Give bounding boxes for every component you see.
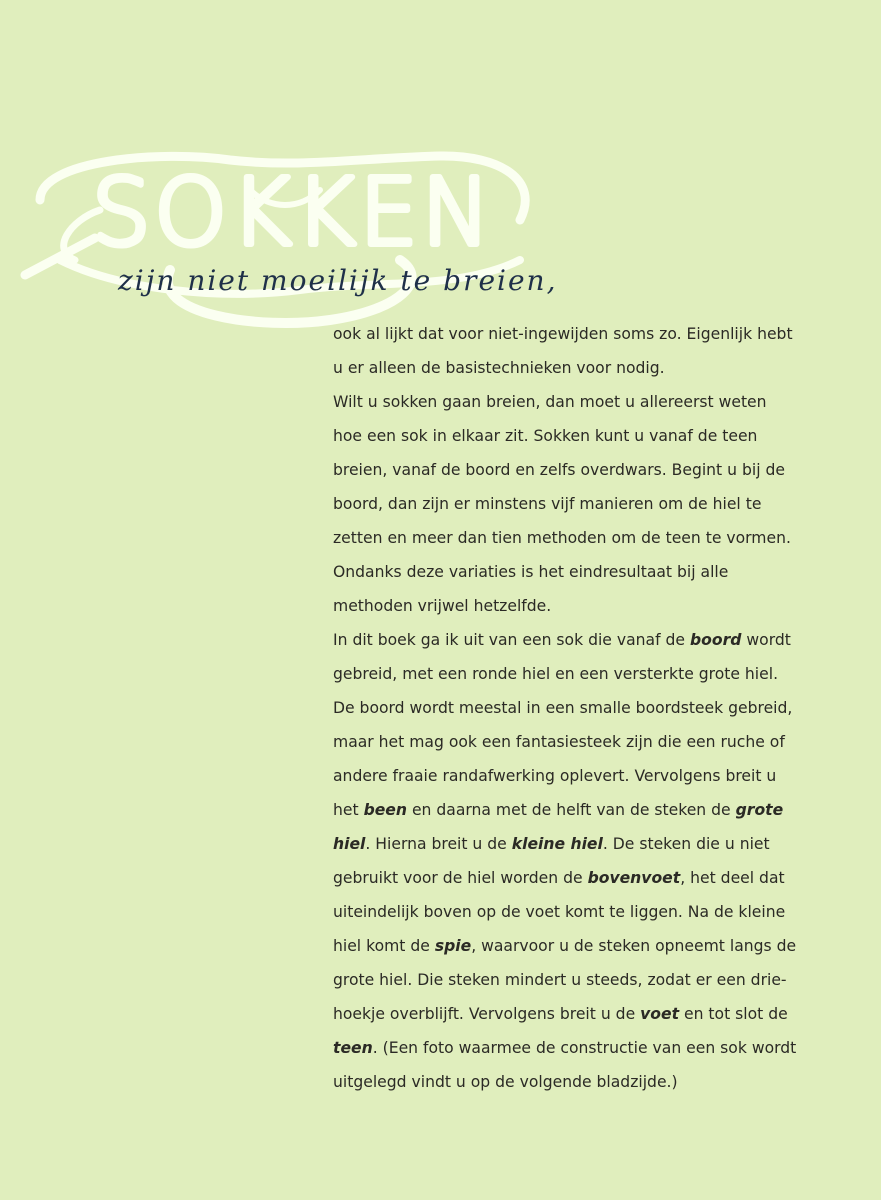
body-text (333, 317, 815, 1099)
keyword: teen (333, 1039, 373, 1057)
text-line (333, 759, 815, 793)
paragraph (333, 317, 815, 385)
text-line (333, 725, 815, 759)
text-line (333, 555, 815, 589)
text-line (333, 793, 815, 827)
text-line (333, 317, 815, 351)
title-yarn-lettering (0, 140, 560, 340)
keyword: hiel (333, 835, 366, 853)
text-segment: breien, vanaf de boord en zelfs overdwars. Begint u bij de (333, 461, 785, 479)
text-segment: . (Een foto waarmee de constructie van een sok wordt (372, 1039, 797, 1057)
text-segment: boord, dan zijn er minstens vijf manieren om de hiel te (333, 495, 762, 513)
text-line (333, 351, 815, 385)
keyword: bovenvoet (587, 869, 681, 887)
text-line (333, 691, 815, 725)
text-segment: . De steken die u niet (602, 835, 770, 853)
text-segment: zetten en meer dan tien methoden om de teen te vormen. (333, 529, 791, 547)
text-line (333, 487, 815, 521)
text-segment: Ondanks deze variaties is het eindresultaat bij alle (333, 563, 729, 581)
text-segment: uitgelegd vindt u op de volgende bladzijde.) (333, 1073, 678, 1091)
text-segment: , het deel dat (680, 869, 785, 887)
text-segment: gebreid, met een ronde hiel en een versterkte grote hiel. (333, 665, 779, 683)
text-segment: het (333, 801, 364, 819)
text-line (333, 589, 815, 623)
text-segment: In dit boek ga ik uit van een sok die vanaf de (333, 631, 690, 649)
text-line (333, 1065, 815, 1099)
text-segment: hoe een sok in elkaar zit. Sokken kunt u vanaf de teen (333, 427, 758, 445)
keyword: boord (689, 631, 742, 649)
keyword: spie (434, 937, 472, 955)
keyword: voet (640, 1005, 680, 1023)
text-segment: methoden vrijwel hetzelfde. (333, 597, 552, 615)
keyword: grote (735, 801, 784, 819)
text-segment: , waarvoor u de steken opneemt langs de (471, 937, 797, 955)
text-segment: maar het mag ook een fantasiesteek zijn die een ruche of (333, 733, 785, 751)
text-segment: en daarna met de helft van de steken de (406, 801, 736, 819)
text-line (333, 1031, 815, 1065)
text-line (333, 521, 815, 555)
text-segment: grote hiel. Die steken mindert u steeds, zodat er een drie- (333, 971, 787, 989)
text-segment: hoekje overblijft. Vervolgens breit u de (333, 1005, 641, 1023)
keyword: kleine hiel (511, 835, 603, 853)
text-line (333, 861, 815, 895)
text-segment: . Hierna breit u de (365, 835, 512, 853)
text-segment: andere fraaie randafwerking oplevert. Vervolgens breit u (333, 767, 777, 785)
text-segment: uiteindelijk boven op de voet komt te liggen. Na de kleine (333, 903, 786, 921)
text-line (333, 997, 815, 1031)
text-segment: De boord wordt meestal in een smalle boordsteek gebreid, (333, 699, 793, 717)
keyword: been (363, 801, 407, 819)
title-heading: SOKKEN (92, 159, 495, 266)
paragraph (333, 623, 815, 1099)
text-segment: u er alleen de basistechnieken voor nodig. (333, 359, 665, 377)
yarn-loops-graphic (0, 140, 560, 340)
text-segment: Wilt u sokken gaan breien, dan moet u allereerst weten (333, 393, 767, 411)
paragraph (333, 385, 815, 623)
text-segment: gebruikt voor de hiel worden de (333, 869, 588, 887)
text-line (333, 895, 815, 929)
text-segment: ook al lijkt dat voor niet-ingewijden soms zo. Eigenlijk hebt (333, 325, 793, 343)
text-segment: wordt (741, 631, 791, 649)
text-line (333, 385, 815, 419)
text-line (333, 963, 815, 997)
text-line (333, 453, 815, 487)
page-subtitle: zijn niet moeilijk te breien, (118, 264, 558, 297)
text-line (333, 929, 815, 963)
text-line (333, 827, 815, 861)
text-line (333, 657, 815, 691)
text-line (333, 419, 815, 453)
text-line (333, 623, 815, 657)
text-segment: hiel komt de (333, 937, 435, 955)
text-segment: en tot slot de (679, 1005, 788, 1023)
